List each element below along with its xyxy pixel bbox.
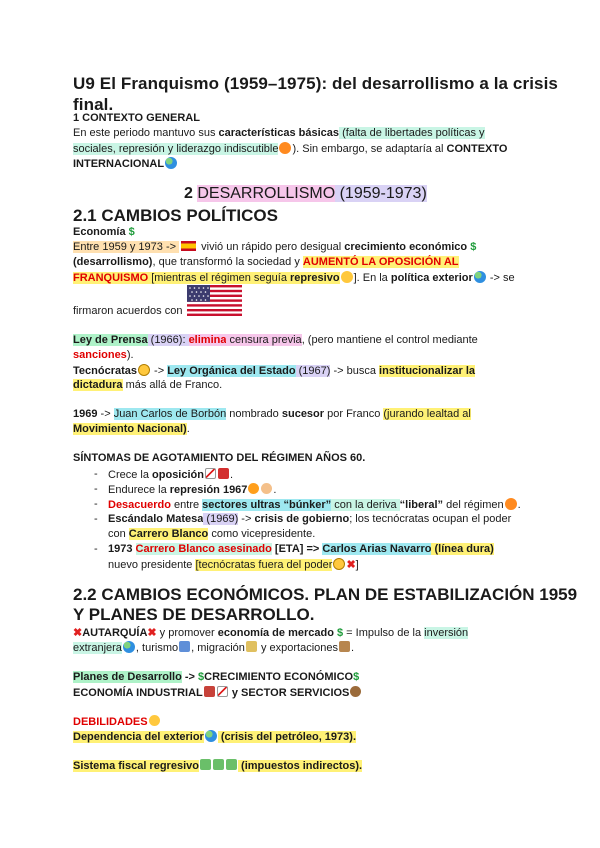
cross-mark-icon: ✖ bbox=[147, 627, 157, 639]
paragraph-line bbox=[73, 256, 459, 268]
paragraph-line bbox=[73, 730, 356, 743]
text-highlight: Carlos Arias Navarro bbox=[322, 543, 432, 555]
bullet-dash: - bbox=[94, 483, 98, 495]
text-highlight: Juan Carlos de Borbón bbox=[113, 408, 227, 420]
text: Economía bbox=[73, 226, 126, 238]
text-highlight: represivo bbox=[290, 272, 340, 284]
text-highlight: sociales, represión y liderazgo indiscutible bbox=[73, 143, 279, 155]
text: = Impulso de la bbox=[343, 627, 425, 639]
sunglasses-face-icon bbox=[333, 558, 345, 570]
dollar-icon: $ bbox=[128, 226, 135, 238]
text: -> bbox=[151, 365, 168, 377]
subheading bbox=[73, 226, 135, 238]
text-bold: Tecnócratas bbox=[73, 365, 137, 377]
sunglasses-face-icon bbox=[138, 364, 150, 376]
paragraph-line bbox=[73, 157, 178, 170]
globe-icon bbox=[123, 641, 135, 653]
text: entre bbox=[170, 499, 203, 511]
list-item bbox=[108, 543, 494, 555]
text-highlight: (1967) bbox=[295, 365, 331, 377]
paragraph-line bbox=[73, 759, 362, 772]
text-highlight: (1959-1973) bbox=[335, 185, 427, 202]
chart-icon bbox=[205, 468, 216, 479]
explosion-icon bbox=[248, 483, 259, 494]
list-item: Desacuerdo entre sectores ultras “búnker” con la deriva “liberal” del régimen . bbox=[108, 499, 521, 511]
text-bold: CONTEXTO bbox=[446, 143, 508, 155]
paragraph-line bbox=[73, 379, 222, 391]
dollar-icon: $ bbox=[198, 671, 205, 683]
text-bold: política exterior bbox=[390, 272, 473, 284]
money-bag-icon bbox=[350, 686, 361, 697]
cross-mark-icon: ✖ bbox=[73, 627, 83, 639]
page-title: U9 El Franquismo (1959–1975): del desarrollismo a la crisis bbox=[73, 74, 558, 93]
subheading: SÍNTOMAS DE AGOTAMIENTO DEL RÉGIMEN AÑOS 60. bbox=[73, 452, 366, 464]
bullet-dash: - bbox=[94, 543, 98, 555]
bullet-dash: - bbox=[94, 513, 98, 525]
text: -> bbox=[97, 408, 114, 420]
paragraph-line bbox=[73, 715, 161, 728]
globe-icon bbox=[205, 730, 217, 742]
spain-flag-icon bbox=[181, 241, 196, 251]
text-highlight: (1966): bbox=[147, 334, 189, 346]
text-highlight: sectores ultras “búnker” bbox=[202, 499, 332, 511]
text-highlight: [mientras el régimen seguía bbox=[148, 272, 291, 284]
paragraph-line bbox=[73, 349, 134, 361]
plane-icon bbox=[179, 641, 190, 652]
text: Crece la bbox=[108, 469, 153, 481]
text-bold: INTERNACIONAL bbox=[73, 158, 165, 170]
text: y exportaciones bbox=[257, 642, 339, 654]
paragraph-line bbox=[73, 241, 476, 253]
list-item: Crece la oposición . bbox=[108, 469, 234, 481]
section-heading bbox=[184, 185, 427, 203]
text: -> bbox=[238, 513, 255, 525]
text-highlight: Planes de Desarrollo bbox=[73, 671, 182, 683]
subsection-heading: 2.1 CAMBIOS POLÍTICOS bbox=[73, 206, 278, 225]
text-bold: 1973 bbox=[108, 543, 136, 555]
text: como vicepresidente. bbox=[208, 528, 316, 540]
text-red: DEBILIDADES bbox=[73, 716, 148, 728]
paragraph-line bbox=[73, 364, 475, 377]
text-highlight: Dependencia del exterior bbox=[73, 731, 204, 743]
text-highlight: institucionalizar la bbox=[379, 365, 476, 377]
text-bold: [ETA] => bbox=[271, 543, 323, 555]
text-bold: (desarrollismo) bbox=[73, 256, 153, 268]
text-highlight: (falta de libertades políticas y bbox=[339, 127, 485, 139]
text-highlight: Carrero Blanco bbox=[128, 528, 209, 540]
list-item-cont bbox=[108, 528, 315, 540]
sickle-icon bbox=[218, 468, 229, 479]
text: más allá de Franco. bbox=[122, 379, 223, 391]
bullet-dash: - bbox=[94, 468, 98, 480]
paragraph-line bbox=[73, 271, 515, 284]
text: , que transformó la sociedad y bbox=[152, 256, 303, 268]
text: , turismo bbox=[135, 642, 179, 654]
text-highlight: Carrero Blanco asesinado bbox=[135, 543, 272, 555]
dollar-icon: $ bbox=[470, 241, 477, 253]
paragraph-line bbox=[73, 142, 507, 155]
text-highlight: Sistema fiscal regresivo bbox=[73, 760, 199, 772]
text-red: Desacuerdo bbox=[108, 499, 171, 511]
text: ]. En la bbox=[353, 272, 391, 284]
dizzy-face-icon bbox=[149, 715, 160, 726]
text: ). Sin embargo, se adaptaría al bbox=[292, 143, 447, 155]
text: En este periodo mantuvo sus bbox=[73, 127, 219, 139]
text-bold: Escándalo Matesa bbox=[108, 513, 204, 525]
text-bold: 2 bbox=[184, 185, 198, 202]
text: nombrado bbox=[226, 408, 282, 420]
text-highlight: dictadura bbox=[73, 379, 123, 391]
text-bold: represión 1967 bbox=[169, 484, 248, 496]
globe-icon bbox=[165, 157, 177, 169]
text-highlight: (línea dura) bbox=[431, 543, 494, 555]
text: ECONOMÍA INDUSTRIAL bbox=[73, 687, 203, 699]
subsection-heading: 2.2 CAMBIOS ECONÓMICOS. PLAN DE ESTABILIZACIÓN 1959 bbox=[73, 585, 578, 604]
list-item: Endurece la represión 1967 . bbox=[108, 484, 277, 496]
paragraph-line bbox=[73, 423, 190, 435]
walking-icon bbox=[246, 641, 257, 652]
text-bold: sucesor bbox=[281, 408, 325, 420]
paragraph-line: extranjera , turismo , migración y exportaciones . bbox=[73, 642, 355, 654]
text-highlight: [tecnócratas fuera del poder bbox=[195, 559, 333, 571]
text: -> se bbox=[486, 272, 515, 284]
text: -> busca bbox=[330, 365, 380, 377]
globe-icon bbox=[474, 271, 486, 283]
hands-icon bbox=[261, 483, 272, 494]
text: y SECTOR SERVICIOS bbox=[228, 687, 350, 699]
angry-face-icon bbox=[505, 498, 517, 510]
box-icon bbox=[339, 641, 350, 652]
dollar-icon: $ bbox=[353, 671, 360, 683]
text-highlight: extranjera bbox=[73, 642, 122, 654]
subsection-heading-cont: Y PLANES DE DESARROLLO. bbox=[73, 605, 315, 624]
paragraph-line: firmaron acuerdos con bbox=[73, 305, 183, 317]
text-highlight: (crisis del petróleo, 1973). bbox=[217, 731, 356, 743]
text: ; los tecnócratas ocupan el poder bbox=[349, 513, 512, 525]
text-bold: economía de mercado bbox=[217, 627, 334, 639]
text: CRECIMIENTO ECONÓMICO bbox=[204, 671, 354, 683]
text-highlight: (1969) bbox=[203, 513, 239, 525]
text: y promover bbox=[156, 627, 218, 639]
text: ] bbox=[355, 559, 359, 571]
text-highlight: DESARROLLISMO bbox=[197, 185, 336, 202]
text: , (pero mantiene el control mediante bbox=[301, 334, 478, 346]
text-highlight: elimina bbox=[188, 334, 227, 346]
text-highlight: Movimiento Nacional) bbox=[73, 423, 187, 435]
text-bold: crecimiento económico bbox=[344, 241, 468, 253]
text-red: sanciones bbox=[73, 349, 127, 361]
grin-face-icon bbox=[341, 271, 353, 283]
cross-mark-icon: ✖ bbox=[346, 559, 356, 571]
angry-face-icon bbox=[279, 142, 291, 154]
text-highlight: Ley Orgánica del Estado bbox=[167, 365, 296, 377]
text-bold: AUTARQUÍA bbox=[82, 627, 148, 639]
text-bold: 1969 bbox=[73, 408, 98, 420]
paragraph-line bbox=[73, 671, 359, 683]
text-highlight: (jurando lealtad al bbox=[383, 408, 471, 420]
money-icon bbox=[213, 759, 224, 770]
paragraph-line bbox=[73, 408, 471, 420]
money-icon bbox=[226, 759, 237, 770]
page-title-cont: final. bbox=[73, 95, 114, 114]
text-highlight: FRANQUISMO bbox=[73, 272, 149, 284]
text: del régimen bbox=[443, 499, 504, 511]
text-bold: oposición bbox=[152, 469, 204, 481]
money-icon bbox=[200, 759, 211, 770]
text-bold: crisis de gobierno bbox=[254, 513, 350, 525]
text-highlight: censura previa bbox=[226, 334, 302, 346]
text-highlight: Ley de Prensa bbox=[73, 334, 148, 346]
text: vivió un rápido pero desigual bbox=[198, 241, 345, 253]
text-highlight: inversión bbox=[424, 627, 469, 639]
text-highlight: (impuestos indirectos). bbox=[237, 760, 363, 772]
bullet-dash: - bbox=[94, 498, 98, 510]
text: . bbox=[186, 423, 190, 435]
text-bold: “liberal” bbox=[399, 499, 444, 511]
list-item bbox=[108, 513, 511, 525]
dollar-icon: $ bbox=[336, 627, 344, 639]
text: con bbox=[108, 528, 129, 540]
section-heading: 1 CONTEXTO GENERAL bbox=[73, 112, 200, 124]
paragraph-line bbox=[73, 334, 478, 346]
text: , migración bbox=[191, 642, 245, 654]
paragraph-line bbox=[73, 686, 362, 699]
list-item-cont bbox=[108, 558, 359, 571]
text: -> bbox=[181, 671, 199, 683]
text-bold: características básicas bbox=[218, 127, 340, 139]
text-highlight: AUMENTÓ LA OPOSICIÓN AL bbox=[302, 256, 459, 268]
chart-icon bbox=[217, 686, 228, 697]
text-highlight: Entre 1959 y 1973 -> bbox=[73, 241, 180, 253]
text: por Franco bbox=[324, 408, 384, 420]
paragraph-line bbox=[73, 127, 485, 139]
text: nuevo presidente bbox=[108, 559, 196, 571]
usa-flag-icon bbox=[187, 285, 242, 316]
text: ). bbox=[126, 349, 134, 361]
paragraph-line bbox=[73, 626, 468, 639]
text: Endurece la bbox=[108, 484, 170, 496]
factory-icon bbox=[204, 686, 215, 697]
text-highlight: con la deriva bbox=[331, 499, 400, 511]
